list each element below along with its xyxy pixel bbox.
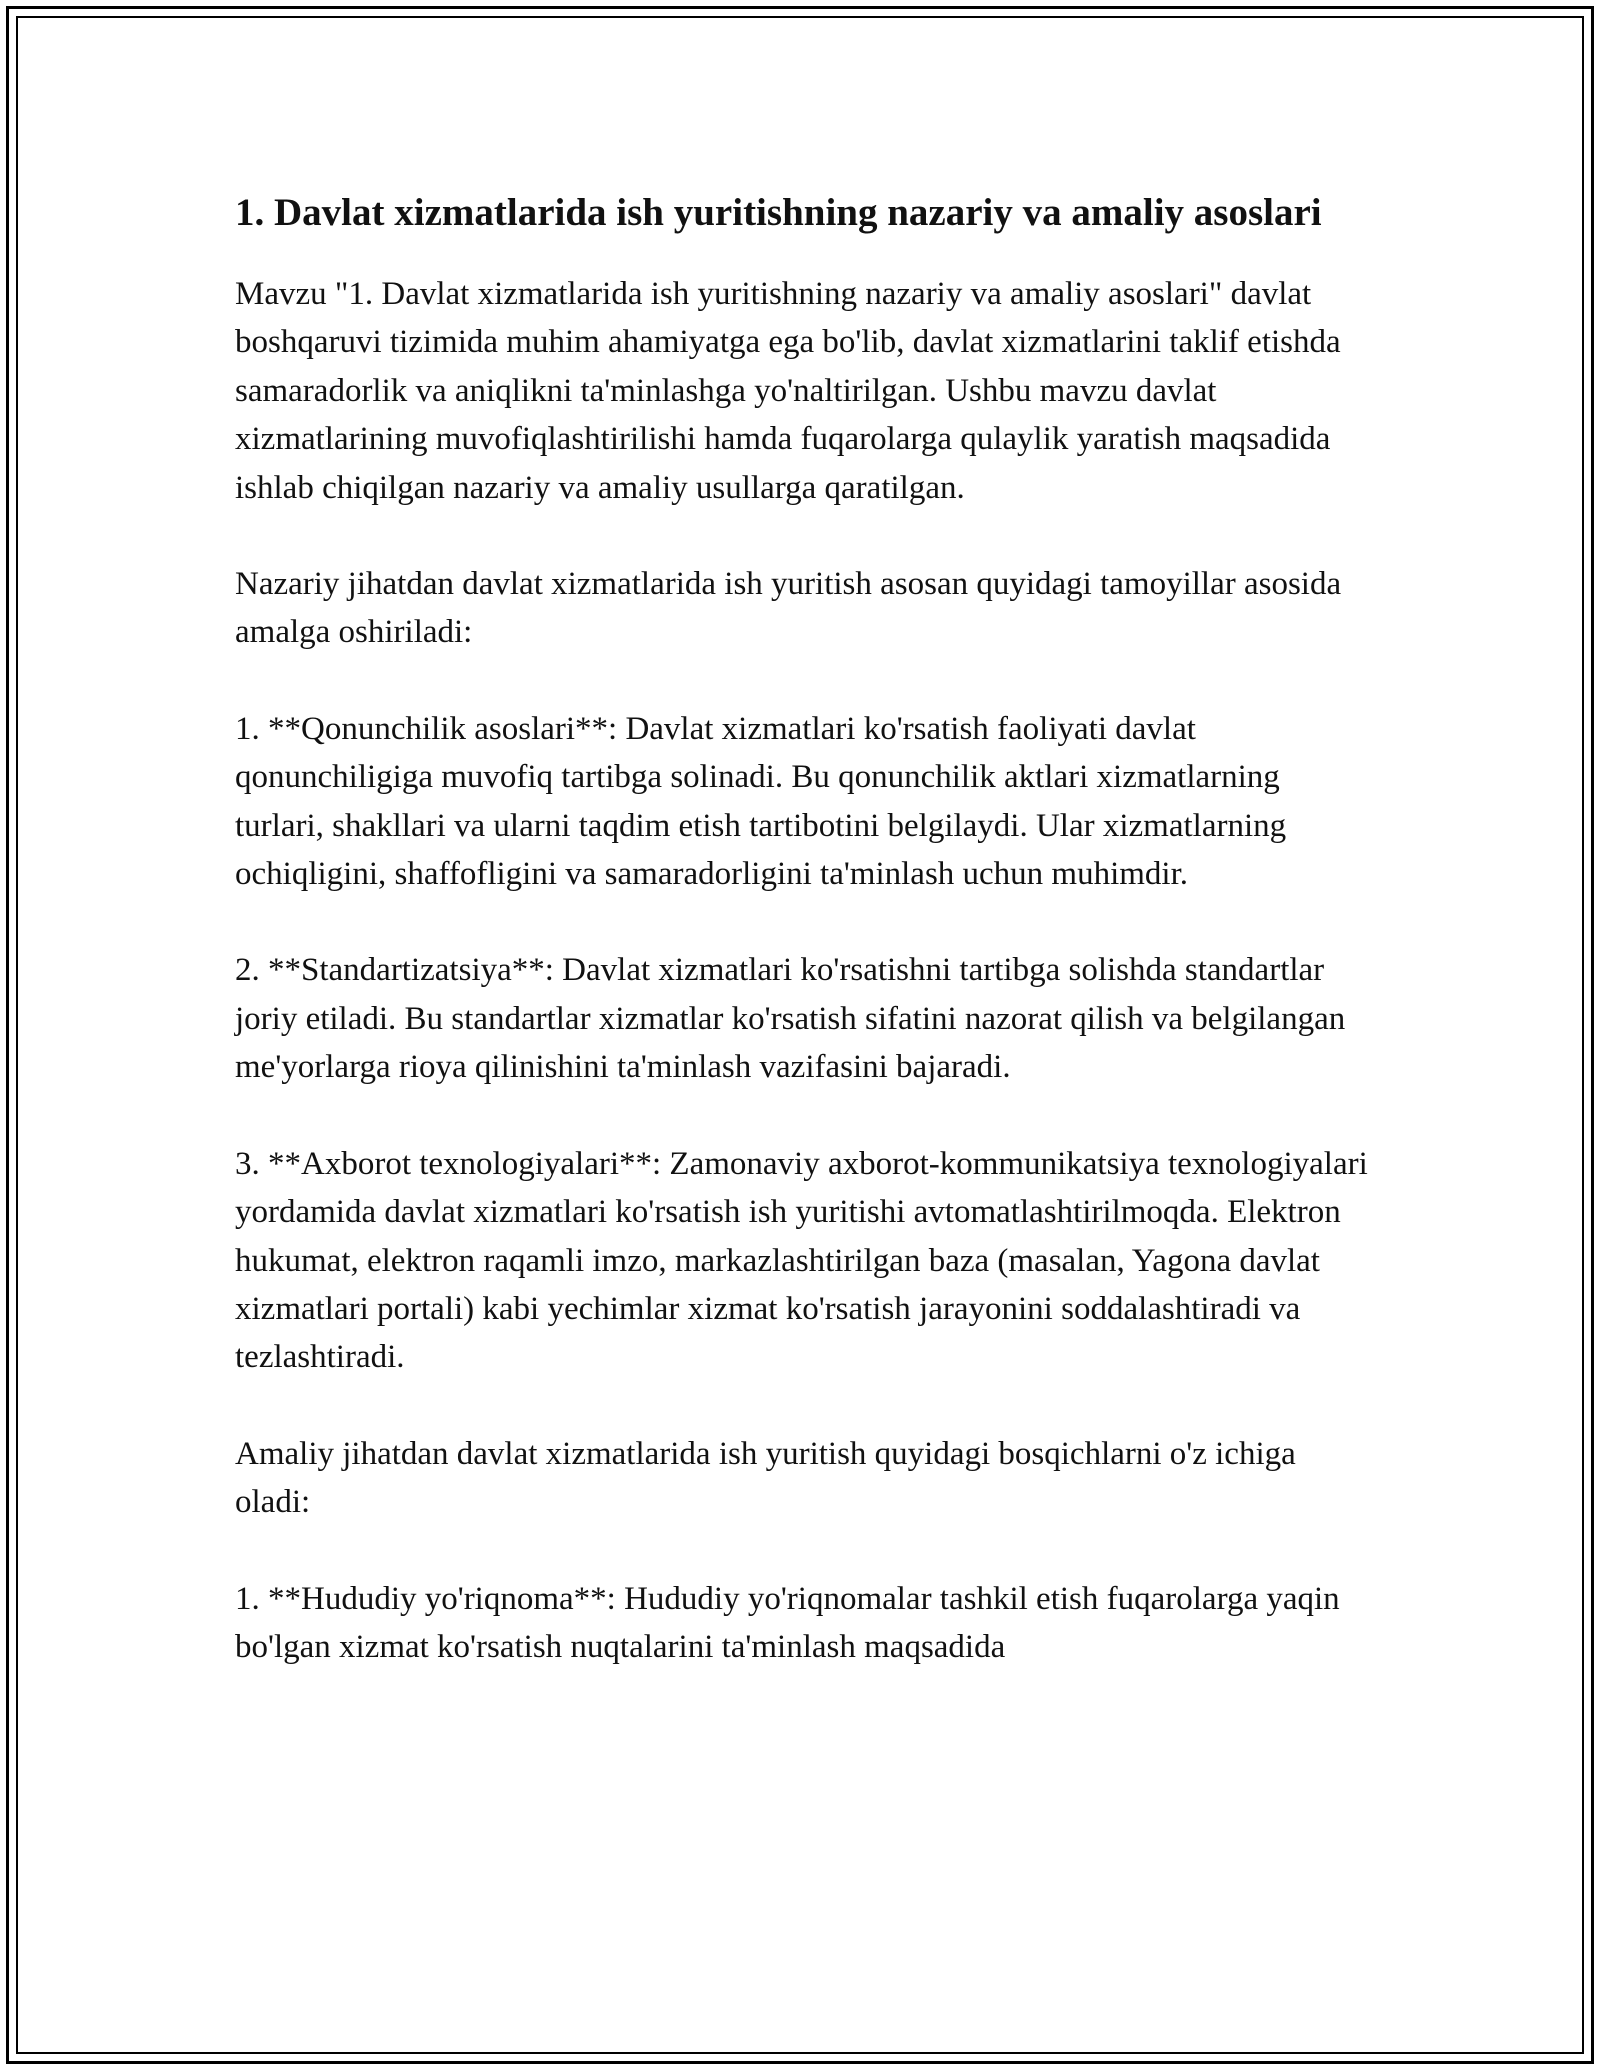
paragraph-practice-intro: Amaliy jihatdan davlat xizmatlarida ish yuritish quyidagi bosqichlarni o'z ichiga oladi: <box>235 1435 1296 1521</box>
paragraph-regional-guidance: 1. **Hududiy yo'riqnoma**: Hududiy yo'riqnomalar tashkil etish fuqarolarga yaqin bo'lgan xizmat ko'rsatish nuqtalarini ta'minlash maqsadida <box>235 1580 1340 1665</box>
paragraph-intro: Mavzu "1. Davlat xizmatlarida ish yuritishning nazariy va amaliy asoslari" davlat boshqaruvi tizimida muhim ahamiyatga ega bo'lib, davlat xizmatlarini taklif etishda samaradorlik va aniqlikni ta'minlashga yo'naltirilgan. Ushbu mavzu davlat xizmatlarining muvofiqlashtirilishi hamda fuqarolarga qulaylik yaratish maqsadida ishlab chiqilgan nazariy va amaliy usullarga qaratilgan. <box>235 276 1341 506</box>
document-body <box>235 185 1375 1671</box>
paragraph-information-technology: 3. **Axborot texnologiyalari**: Zamonaviy axborot-kommunikatsiya texnologiyalari yordamida davlat xizmatlari ko'rsatish ish yuritishi avtomatlashtirilmoqda. Elektron hukumat, elektron raqamli imzo, markazlashtirilgan baza (masalan, Yagona davlat xizmatlari portali) kabi yechimlar xizmat ko'rsatish jarayonini soddalashtiradi va tezlashtiradi. <box>235 1145 1368 1376</box>
paragraph-standardization: 2. **Standartizatsiya**: Davlat xizmatlari ko'rsatishni tartibga solishda standartlar joriy etiladi. Bu standartlar xizmatlar ko'rsatish sifatini nazorat qilish va belgilangan me'yorlarga rioya qilinishini ta'minlash vazifasini bajaradi. <box>235 952 1346 1086</box>
paragraph-legal-basis: 1. **Qonunchilik asoslari**: Davlat xizmatlari ko'rsatish faoliyati davlat qonunchiligiga muvofiq tartibga solinadi. Bu qonunchilik aktlari xizmatlarning turlari, shakllari va ularni taqdim etish tartibotini belgilaydi. Ular xizmatlarning ochiqligini, shaffofligini va samaradorligini ta'minlash uchun muhimdir. <box>235 710 1287 893</box>
document-title: 1. Davlat xizmatlarida ish yuritishning nazariy va amaliy asoslari <box>235 191 1322 234</box>
paragraph-theory-intro: Nazariy jihatdan davlat xizmatlarida ish yuritish asosan quyidagi tamoyillar asosida amalga oshiriladi: <box>235 566 1342 651</box>
